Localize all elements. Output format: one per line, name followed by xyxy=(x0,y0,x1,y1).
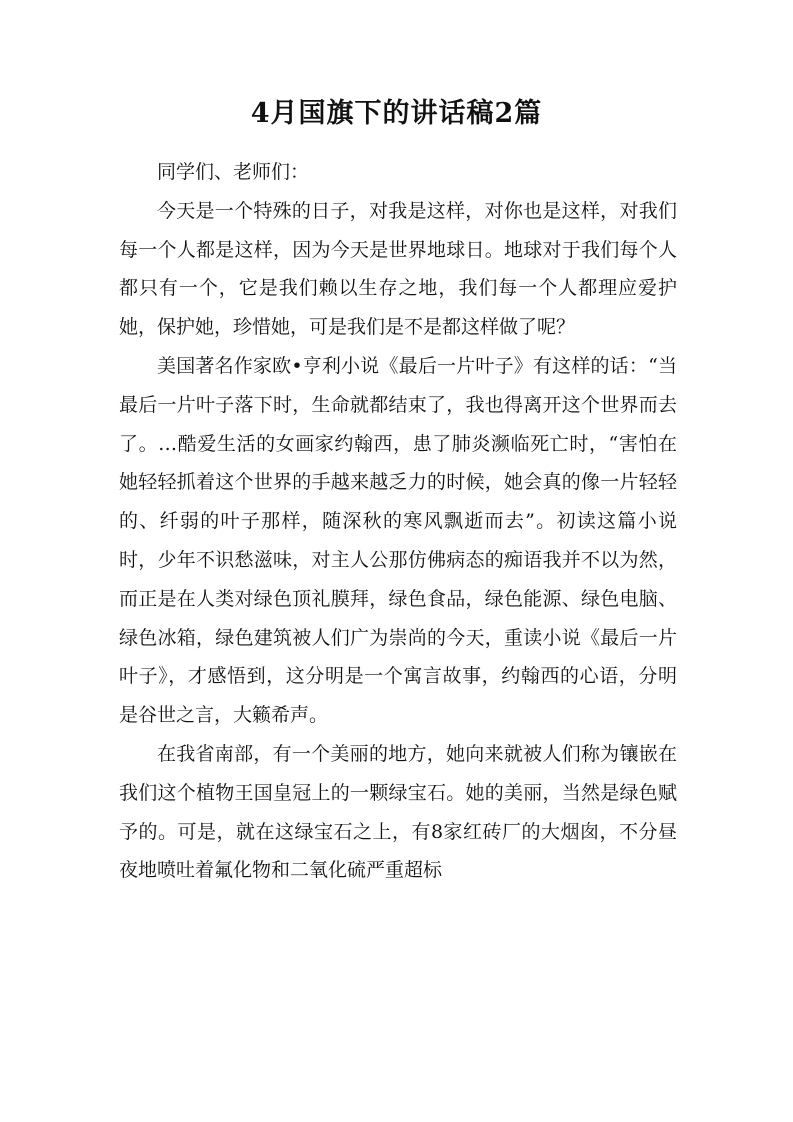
body-paragraph: 今天是一个特殊的日子，对我是这样，对你也是这样，对我们每一个人都是这样，因为今天是世界地球日。地球对于我们每个人都只有一个，它是我们赖以生存之地，我们每一个人都理应爱护她，保护她，珍惜她，可是我们是不是都这样做了呢？ xyxy=(119,199,677,339)
body-paragraph: 在我省南部，有一个美丽的地方，她向来就被人们称为镶嵌在我们这个植物王国皇冠上的一颗绿宝石。她的美丽，当然是绿色赋予的。可是，就在这绿宝石之上，有8家红砖厂的大烟囱，不分昼夜地喷吐着氟化物和二氧化硫严重超标 xyxy=(119,742,677,882)
document-body xyxy=(119,153,677,890)
body-paragraph: 美国著名作家欧•亨利小说《最后一片叶子》有这样的话：“当最后一片叶子落下时，生命就都结束了，我也得离开这个世界而去了。…酷爱生活的女画家约翰西，患了肺炎濒临死亡时，“害怕在她轻轻抓着这个世界的手越来越乏力的时候，她会真的像一片轻轻的、纤弱的叶子那样，随深秋的寒风飘逝而去”。初读这篇小说时，少年不识愁滋味，对主人公那仿佛病态的痴语我并不以为然，而正是在人类对绿色顶礼膜拜，绿色食品，绿色能源、绿色电脑、绿色冰箱，绿色建筑被人们广为崇尚的今天，重读小说《最后一片叶子》，才感悟到，这分明是一个寓言故事，约翰西的心语，分明是谷世之言，大籁希声。 xyxy=(119,354,677,727)
document-title: 4月国旗下的讲话稿2篇 xyxy=(250,98,543,129)
salutation-paragraph: 同学们、老师们： xyxy=(157,161,310,183)
